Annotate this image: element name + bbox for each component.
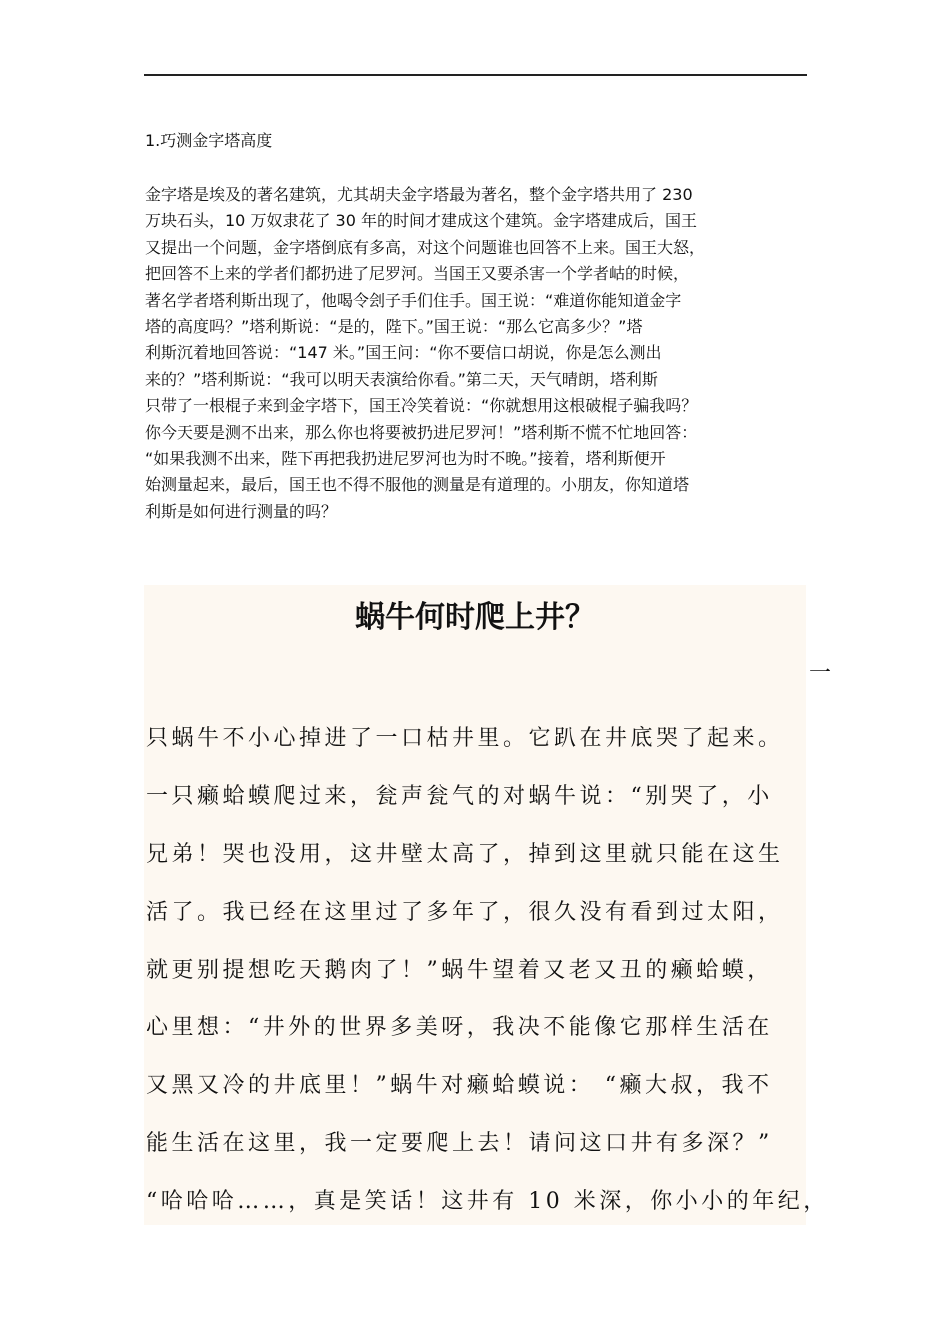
section1-title: 1.巧测金字塔高度 <box>145 131 273 150</box>
story-line: 只蜗牛不小心掉进了一口枯井里。它趴在井底哭了起来。 <box>146 726 784 751</box>
story-line: 心里想：“井外的世界多美呀，我决不能像它那样生活在 <box>146 1015 773 1041</box>
section1-line: 来的？”塔利斯说：“我可以明天表演给你看。”第二天，天气晴朗，塔利斯 <box>145 369 658 389</box>
story-title: 蜗牛何时爬上井？ <box>355 600 595 635</box>
story-line: 就更别提想吃天鹅肉了！”蜗牛望着又老又丑的癞蛤蟆， <box>146 957 773 983</box>
header-rule <box>144 74 807 76</box>
story-line: 兄弟！哭也没用，这井壁太高了，掉到这里就只能在这生 <box>146 841 784 867</box>
section1-line: 万块石头，10 万奴隶花了 30 年的时间才建成这个建筑。金字塔建成后，国王 <box>145 211 697 231</box>
section1-line: 始测量起来，最后，国王也不得不服他的测量是有道理的。小朋友，你知道塔 <box>145 475 690 495</box>
story-line: 能生活在这里，我一定要爬上去！请问这口井有多深？” <box>146 1131 773 1157</box>
story-body <box>146 710 829 1231</box>
section1-line: 塔的高度吗？”塔利斯说：“是的，陛下。”国王说：“那么它高多少？”塔 <box>145 316 643 336</box>
section1-line: 利斯是如何进行测量的吗？ <box>145 501 338 521</box>
section1-line: 只带了一根棍子来到金字塔下，国王冷笑着说：“你就想用这根破棍子骗我吗？ <box>145 396 698 416</box>
story-line: 又黑又冷的井底里！”蜗牛对癞蛤蟆说： “癞大叔，我不 <box>146 1073 773 1099</box>
section1-line: 金字塔是埃及的著名建筑，尤其胡夫金字塔最为著名，整个金字塔共用了 230 <box>145 185 693 204</box>
section1-line: “如果我测不出来，陛下再把我扔进尼罗河也为时不晚。”接着，塔利斯便开 <box>145 448 666 468</box>
story-line: 活了。我已经在这里过了多年了，很久没有看到过太阳， <box>146 899 784 925</box>
section1-line: 著名学者塔利斯出现了，他喝令刽子手们住手。国王说：“难道你能知道金字 <box>145 290 682 310</box>
story-line: 一只癞蛤蟆爬过来，瓮声瓮气的对蜗牛说：“别哭了，小 <box>146 783 773 809</box>
section1-line: 你今天要是测不出来，那么你也将要被扔进尼罗河！”塔利斯不慌不忙地回答： <box>145 422 698 442</box>
section1-line: 又提出一个问题，金字塔倒底有多高，对这个问题谁也回答不上来。国王大怒， <box>145 237 706 257</box>
story-line: “哈哈哈……，真是笑话！这井有 10 米深，你小小的年纪， <box>146 1189 829 1215</box>
section1-line: 把回答不上来的学者们都扔进了尼罗河。当国王又要杀害一个学者岵的时候， <box>145 264 690 284</box>
section1-body <box>145 182 813 525</box>
story-first-char: 一 <box>809 661 832 686</box>
section1-line: 利斯沉着地回答说：“147 米。”国王问：“你不要信口胡说，你是怎么测出 <box>145 343 662 363</box>
